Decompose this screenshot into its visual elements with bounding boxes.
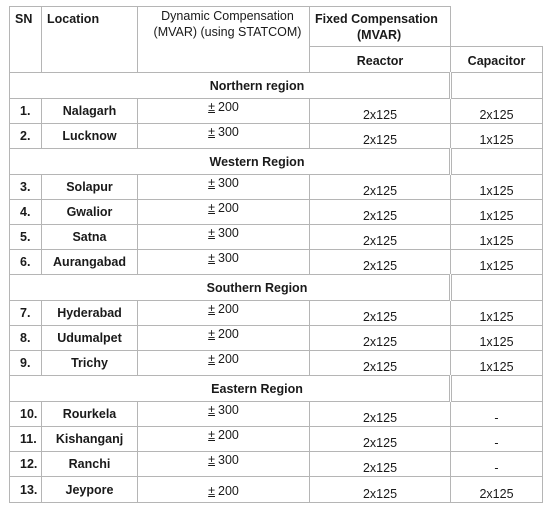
cell-location: Rourkela (42, 402, 138, 427)
region-row (10, 376, 543, 402)
cell-location: Udumalpet (42, 326, 138, 351)
table-row (10, 200, 543, 225)
header-capacitor: Capacitor (451, 47, 543, 73)
header-fixed-line2: (MVAR) (357, 28, 402, 42)
table-row (10, 175, 543, 200)
cell-location: Kishanganj (42, 427, 138, 452)
dynamic-value: 300 (218, 453, 239, 467)
cell-dynamic (138, 250, 310, 275)
cell-location: Hyderabad (42, 301, 138, 326)
cell-sn: 2. (10, 124, 42, 149)
region-row (10, 149, 543, 175)
cell-dynamic (138, 225, 310, 250)
cell-dynamic (138, 99, 310, 124)
cell-capacitor: 1x125 (451, 301, 543, 326)
plus-minus-sign: ± (208, 100, 215, 114)
cell-location: Lucknow (42, 124, 138, 149)
dynamic-value: 200 (218, 327, 239, 341)
cell-capacitor: 2x125 (451, 477, 543, 503)
header-blank (451, 7, 543, 47)
region-blank (451, 73, 543, 99)
cell-location: Solapur (42, 175, 138, 200)
region-name: Southern Region (10, 275, 451, 301)
region-name: Northern region (10, 73, 451, 99)
plus-minus-sign: ± (208, 327, 215, 341)
table-row (10, 477, 543, 503)
cell-capacitor: - (451, 427, 543, 452)
cell-location: Jeypore (42, 477, 138, 503)
cell-sn: 10. (10, 402, 42, 427)
cell-sn: 5. (10, 225, 42, 250)
table-row (10, 124, 543, 149)
cell-capacitor: 1x125 (451, 225, 543, 250)
cell-reactor: 2x125 (310, 351, 451, 376)
cell-reactor: 2x125 (310, 99, 451, 124)
region-blank (451, 149, 543, 175)
cell-reactor: 2x125 (310, 301, 451, 326)
table-row (10, 250, 543, 275)
header-dynamic-line1: Dynamic Compensation (161, 9, 294, 23)
dynamic-value: 300 (218, 125, 239, 139)
cell-capacitor: 1x125 (451, 250, 543, 275)
plus-minus-sign: ± (208, 302, 215, 316)
cell-dynamic (138, 452, 310, 477)
cell-sn: 6. (10, 250, 42, 275)
plus-minus-sign: ± (208, 453, 215, 467)
cell-dynamic (138, 427, 310, 452)
plus-minus-sign: ± (208, 201, 215, 215)
table-row (10, 326, 543, 351)
cell-capacitor: 1x125 (451, 326, 543, 351)
cell-location: Satna (42, 225, 138, 250)
dynamic-value: 200 (218, 428, 239, 442)
cell-sn: 3. (10, 175, 42, 200)
cell-capacitor: 1x125 (451, 351, 543, 376)
cell-capacitor: 1x125 (451, 175, 543, 200)
cell-sn: 11. (10, 427, 42, 452)
cell-sn: 1. (10, 99, 42, 124)
cell-reactor: 2x125 (310, 326, 451, 351)
dynamic-value: 300 (218, 251, 239, 265)
dynamic-value: 200 (218, 100, 239, 114)
header-dynamic-compensation (138, 7, 310, 73)
cell-sn: 4. (10, 200, 42, 225)
dynamic-value: 200 (218, 483, 239, 498)
cell-reactor: 2x125 (310, 175, 451, 200)
compensation-table (9, 6, 543, 503)
plus-minus-sign: ± (208, 251, 215, 265)
region-name: Western Region (10, 149, 451, 175)
plus-minus-sign: ± (208, 125, 215, 139)
cell-dynamic (138, 402, 310, 427)
region-blank (451, 376, 543, 402)
cell-location: Aurangabad (42, 250, 138, 275)
cell-capacitor: 2x125 (451, 99, 543, 124)
cell-capacitor: 1x125 (451, 124, 543, 149)
header-sn: SN (10, 7, 42, 73)
cell-sn: 12. (10, 452, 42, 477)
header-dynamic-line2: (MVAR) (using STATCOM) (153, 25, 302, 39)
plus-minus-sign: ± (208, 483, 215, 498)
cell-sn: 8. (10, 326, 42, 351)
cell-capacitor: - (451, 452, 543, 477)
cell-dynamic (138, 124, 310, 149)
header-fixed-compensation (310, 7, 451, 47)
cell-dynamic (138, 200, 310, 225)
dynamic-value: 200 (218, 352, 239, 366)
header-fixed-line1: Fixed Compensation (315, 12, 438, 26)
cell-capacitor: 1x125 (451, 200, 543, 225)
cell-location: Trichy (42, 351, 138, 376)
cell-location: Gwalior (42, 200, 138, 225)
cell-dynamic (138, 477, 310, 503)
table-row (10, 351, 543, 376)
table-row (10, 99, 543, 124)
header-location: Location (42, 7, 138, 73)
dynamic-value: 300 (218, 226, 239, 240)
table-row (10, 301, 543, 326)
cell-sn: 7. (10, 301, 42, 326)
plus-minus-sign: ± (208, 403, 215, 417)
cell-reactor: 2x125 (310, 124, 451, 149)
table-row (10, 225, 543, 250)
cell-sn: 9. (10, 351, 42, 376)
header-reactor: Reactor (310, 47, 451, 73)
plus-minus-sign: ± (208, 428, 215, 442)
cell-reactor: 2x125 (310, 477, 451, 503)
dynamic-value: 200 (218, 302, 239, 316)
cell-location: Nalagarh (42, 99, 138, 124)
region-blank (451, 275, 543, 301)
dynamic-value: 300 (218, 403, 239, 417)
cell-location: Ranchi (42, 452, 138, 477)
cell-reactor: 2x125 (310, 452, 451, 477)
table-row (10, 427, 543, 452)
dynamic-value: 300 (218, 176, 239, 190)
cell-reactor: 2x125 (310, 427, 451, 452)
cell-dynamic (138, 175, 310, 200)
cell-reactor: 2x125 (310, 402, 451, 427)
plus-minus-sign: ± (208, 176, 215, 190)
cell-capacitor: - (451, 402, 543, 427)
cell-dynamic (138, 351, 310, 376)
region-row (10, 73, 543, 99)
header-row (10, 7, 543, 47)
cell-reactor: 2x125 (310, 200, 451, 225)
table-row (10, 452, 543, 477)
cell-reactor: 2x125 (310, 250, 451, 275)
dynamic-value: 200 (218, 201, 239, 215)
cell-reactor: 2x125 (310, 225, 451, 250)
table-row (10, 402, 543, 427)
cell-dynamic (138, 301, 310, 326)
plus-minus-sign: ± (208, 226, 215, 240)
plus-minus-sign: ± (208, 352, 215, 366)
region-name: Eastern Region (10, 376, 451, 402)
region-row (10, 275, 543, 301)
cell-dynamic (138, 326, 310, 351)
cell-sn: 13. (10, 477, 42, 503)
